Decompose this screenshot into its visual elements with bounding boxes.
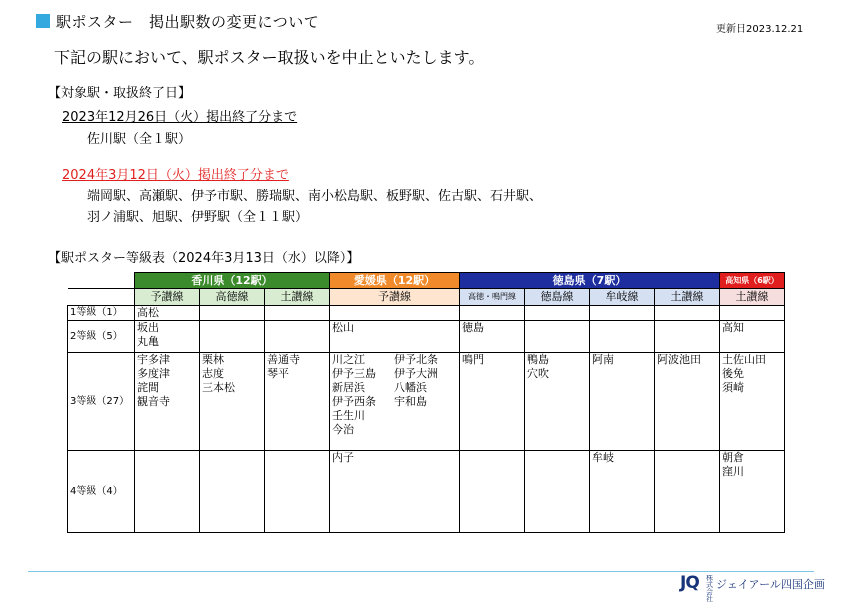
grade3-ehime-yosan — [330, 353, 460, 451]
intro-text: 下記の駅において、駅ポスター取扱いを中止といたします。 — [54, 48, 485, 67]
grade4-cell — [460, 451, 525, 533]
grade2-label: 2等級（5） — [68, 321, 135, 353]
station-name: 観音寺 — [137, 395, 170, 408]
station-name: 新居浜 — [332, 381, 365, 394]
grade3-tokushima-kotoku-naruto: 鳴門 — [460, 353, 525, 451]
grade3-kagawa-kotoku — [200, 353, 265, 451]
grade1-cell — [330, 306, 460, 321]
line-kagawa-kotoku: 高徳線 — [200, 289, 265, 306]
grade4-tokushima-mugi: 牟岐 — [590, 451, 655, 533]
station-name: 宇多津 — [137, 353, 170, 366]
target1-stations: 佐川駅（全１駅） — [87, 132, 192, 147]
line-header-corner — [68, 289, 135, 306]
pref-ehime: 愛媛県（12駅） — [330, 273, 460, 289]
grade3-tokushima-mugi: 阿南 — [590, 353, 655, 451]
station-name: 栗林 — [202, 353, 224, 366]
pref-kagawa: 香川県（12駅） — [135, 273, 330, 289]
grade2-cell — [655, 321, 720, 353]
station-name: 伊予大洲 — [394, 367, 438, 380]
station-name: 宇和島 — [394, 395, 427, 408]
grade1-cell — [655, 306, 720, 321]
pref-tokushima: 徳島県（7駅） — [460, 273, 720, 289]
station-name: 土佐山田 — [722, 353, 766, 366]
station-name: 今治 — [332, 423, 354, 436]
grade4-cell — [265, 451, 330, 533]
grade2-kagawa-yosan — [135, 321, 200, 353]
grade3-kochi-dosan — [720, 353, 785, 451]
grade4-ehime-yosan: 内子 — [330, 451, 460, 533]
grade3-tokushima-dosan: 阿波池田 — [655, 353, 720, 451]
page-title: 駅ポスター 掲出駅数の変更について — [56, 13, 320, 31]
grade-table — [67, 272, 785, 533]
grade4-kochi-dosan — [720, 451, 785, 533]
grade2-kochi-dosan: 高知 — [720, 321, 785, 353]
grade3-tokushima-tokushima — [525, 353, 590, 451]
updated-date: 更新日2023.12.21 — [716, 24, 804, 35]
station-name: 善通寺 — [267, 353, 300, 366]
targets-heading: 【対象駅・取扱終了日】 — [48, 86, 192, 101]
company-logo-kabushiki: 株式会社 — [706, 575, 713, 603]
station-name: 伊予三島 — [332, 367, 376, 380]
line-tokushima-kotoku-naruto: 高徳・鳴門線 — [460, 289, 525, 306]
grade1-cell — [200, 306, 265, 321]
line-kochi-dosan: 土讃線 — [720, 289, 785, 306]
station-name: 須崎 — [722, 381, 744, 394]
corner-cell — [68, 273, 135, 289]
grade1-cell — [460, 306, 525, 321]
grade4-cell — [135, 451, 200, 533]
target2-stations-line1: 端岡駅、高瀬駅、伊予市駅、勝瑞駅、南小松島駅、板野駅、佐古駅、石井駅、 — [87, 189, 543, 204]
grade1-kagawa-yosan: 高松 — [135, 306, 200, 321]
station-name: 琴平 — [267, 367, 289, 380]
company-name: ジェイアール四国企画 — [716, 578, 825, 591]
grade2-cell — [265, 321, 330, 353]
pref-kochi: 高知県（6駅） — [720, 273, 785, 289]
line-tokushima-mugi: 牟岐線 — [590, 289, 655, 306]
station-name: 丸亀 — [137, 335, 159, 348]
station-name: 川之江 — [332, 353, 365, 366]
footer-divider — [28, 571, 814, 572]
station-name: 穴吹 — [527, 367, 549, 380]
grade4-label: 4等級（4） — [68, 451, 135, 533]
line-ehime-yosan: 予讃線 — [330, 289, 460, 306]
station-name: 八幡浜 — [394, 381, 427, 394]
station-name: 多度津 — [137, 367, 170, 380]
grade3-kagawa-yosan — [135, 353, 200, 451]
target2-date: 2024年3月12日（火）掲出終了分まで — [62, 168, 289, 183]
grade4-cell — [655, 451, 720, 533]
grade2-cell — [200, 321, 265, 353]
target1-date: 2023年12月26日（火）掲出終了分まで — [62, 110, 298, 125]
station-name: 鴨島 — [527, 353, 549, 366]
grade3-kagawa-dosan — [265, 353, 330, 451]
station-name: 三本松 — [202, 381, 235, 394]
line-tokushima-dosan: 土讃線 — [655, 289, 720, 306]
grade4-cell — [200, 451, 265, 533]
grade1-label: 1等級（1） — [68, 306, 135, 321]
grade-table-heading: 【駅ポスター等級表（2024年3月13日（水）以降）】 — [48, 251, 360, 266]
station-name: 志度 — [202, 367, 224, 380]
grade2-cell — [525, 321, 590, 353]
station-name: 坂出 — [137, 321, 159, 334]
station-name: 後免 — [722, 367, 744, 380]
station-name: 伊予西条 — [332, 395, 376, 408]
grade2-tokushima-kotoku-naruto: 徳島 — [460, 321, 525, 353]
line-tokushima-tokushima: 徳島線 — [525, 289, 590, 306]
grade1-cell — [525, 306, 590, 321]
grade1-cell — [590, 306, 655, 321]
grade2-cell — [590, 321, 655, 353]
target2-stations-line2: 羽ノ浦駅、旭駅、伊野駅（全１１駅） — [87, 210, 309, 225]
grade1-cell — [265, 306, 330, 321]
grade3-label: 3等級（27） — [68, 353, 135, 451]
title-marker — [36, 14, 50, 28]
station-name: 窪川 — [722, 465, 744, 478]
station-name: 壬生川 — [332, 409, 365, 422]
grade2-ehime-yosan: 松山 — [330, 321, 460, 353]
station-name: 詫間 — [137, 381, 159, 394]
line-kagawa-dosan: 土讃線 — [265, 289, 330, 306]
station-name: 伊予北条 — [394, 353, 438, 366]
grade4-cell — [525, 451, 590, 533]
grade1-cell — [720, 306, 785, 321]
line-kagawa-yosan: 予讃線 — [135, 289, 200, 306]
company-logo-mark: JQ — [680, 573, 699, 593]
station-name: 朝倉 — [722, 451, 744, 464]
